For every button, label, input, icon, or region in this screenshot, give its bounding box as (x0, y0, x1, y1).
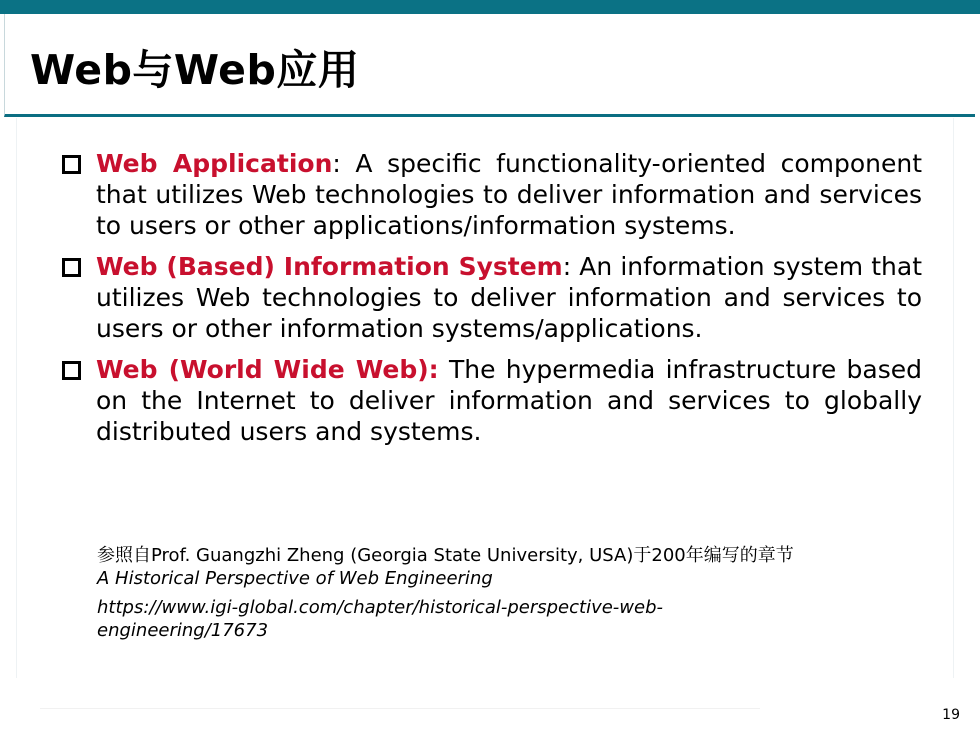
slide-title: Web与Web应用 (30, 46, 360, 94)
reference-source: 参照自Prof. Guangzhi Zheng (Georgia State University, USA)于200年编写的章节 (97, 545, 794, 566)
bullet-item-world-wide-web (60, 354, 922, 447)
bullet-list (60, 148, 922, 457)
bullet-item-web-application (60, 148, 922, 241)
square-bullet-icon (62, 155, 81, 174)
bullet-term: Web (Based) Information System (96, 252, 563, 281)
bullet-text: : An information system that utilizes Web technologies to deliver information and services to users or other information systems/applications. (96, 252, 923, 343)
bullet-term: Web Application (96, 149, 333, 178)
bullet-text: : A specific functionality-oriented component that utilizes Web technologies to deliver information and services to users or other applications/information systems. (96, 149, 923, 240)
reference-url: https://www.igi-global.com/chapter/historical-perspective-web-engineering/17673 (97, 597, 664, 641)
top-accent-bar (0, 0, 980, 14)
page-number: 19 (942, 707, 960, 723)
bullet-text: The hypermedia infrastructure based on the Internet to deliver information and services to globally distributed users and systems. (96, 355, 922, 446)
square-bullet-icon (62, 361, 81, 380)
bullet-term: Web (World Wide Web): (96, 355, 439, 384)
square-bullet-icon (62, 258, 81, 277)
footer-divider (40, 708, 760, 709)
bullet-item-web-information-system (60, 251, 922, 344)
reference-block (97, 544, 927, 642)
reference-book-title: A Historical Perspective of Web Engineering (97, 568, 493, 589)
